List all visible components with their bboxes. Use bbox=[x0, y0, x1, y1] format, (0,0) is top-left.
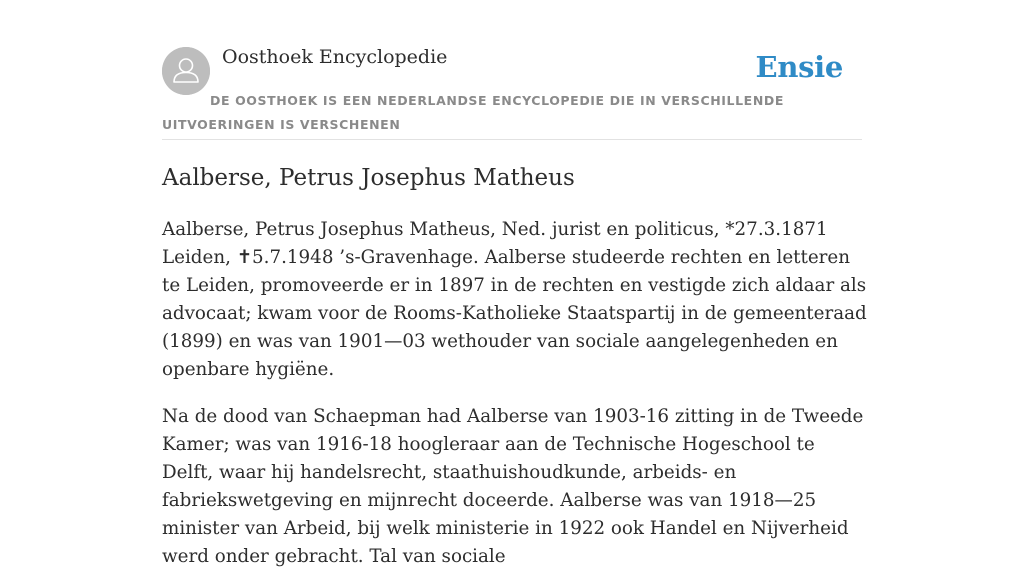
ensie-logo[interactable]: Ensie bbox=[755, 50, 843, 84]
article bbox=[162, 160, 868, 571]
article-paragraph: Aalberse, Petrus Josephus Matheus, Ned. jurist en politicus, *27.3.1871 Leiden, ✝5.7.1948 ’s-Gravenhage. Aalberse studeerde rechten en letteren te Leiden, promoveerde er in 1897 in de rechten en vestigde zich aldaar als advocaat; kwam voor de Rooms-Katholieke Staatspartij in de gemeenteraad (1899) en was van 1901—03 wethouder van sociale aangelegenheden en openbare hygiëne. bbox=[162, 219, 867, 380]
article-title: Aalberse, Petrus Josephus Matheus bbox=[162, 165, 575, 191]
site-tagline: DE OOSTHOEK IS EEN NEDERLANDSE ENCYCLOPEDIE DIE IN VERSCHILLENDE UITVOERINGEN IS VERSCHENEN bbox=[162, 93, 784, 132]
site-header bbox=[162, 0, 862, 140]
article-paragraph: Na de dood van Schaepman had Aalberse van 1903-16 zitting in de Tweede Kamer; was van 1916-18 hoogleraar aan de Technische Hogeschool te Delft, waar hij handelsrecht, staathuishoudkunde, arbeids- en fabriekswetgeving en mijnrecht doceerde. Aalberse was van 1918—25 minister van Arbeid, bij welk ministerie in 1922 ook Handel en Nijverheid werd onder gebracht. Tal van sociale bbox=[162, 406, 864, 567]
user-avatar-icon[interactable] bbox=[162, 47, 210, 95]
site-title[interactable]: Oosthoek Encyclopedie bbox=[222, 46, 448, 68]
